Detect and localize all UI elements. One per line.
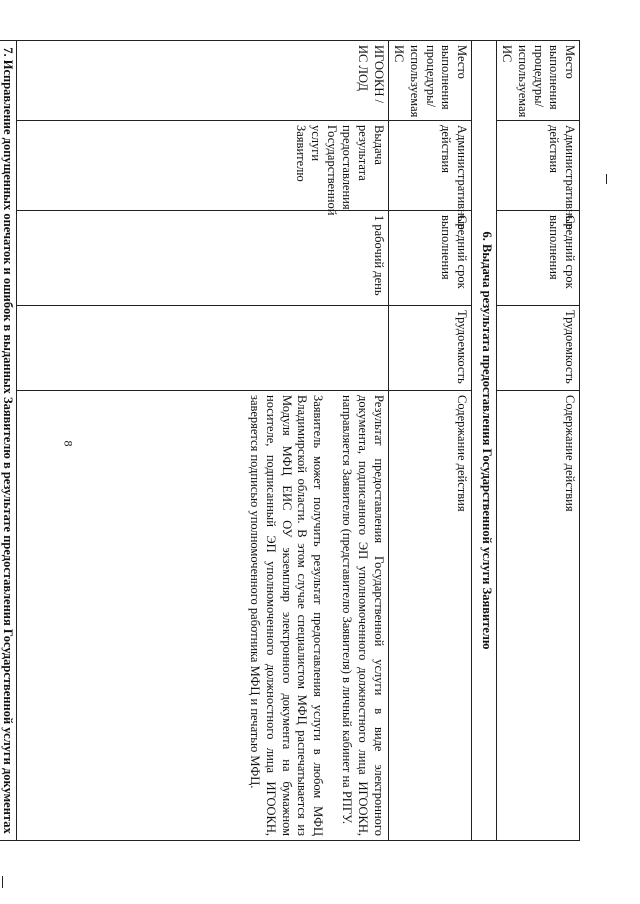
section-row [471, 41, 496, 841]
term-cell: 1 рабочий день [16, 211, 388, 306]
content-paragraph: Заявитель может получить результат предоставления услуги в любом МФЦ Владимирской области. В этом случае специалистом МФЦ распечатывается из Модуля МФЦ ЕИС ОУ экземпляр электронного документа на бумажном носителе, подписанный ЭП уполномоченного должностного лица ИГООКН, заверяется подписью уполномоченного работника МФЦ и печатью МФЦ. [248, 395, 325, 836]
section-7-title: 7. Исправление допущенных опечаток и ошибок в выданных Заявителю в результате предоставления Государственной услуги документах [0, 41, 16, 841]
labor-cell [16, 306, 388, 391]
column-header: Средний срок выполнения [388, 211, 471, 306]
table-row [16, 41, 388, 841]
table-subheader-row [388, 41, 471, 841]
margin-mark [2, 876, 3, 888]
margin-mark [606, 174, 607, 184]
column-header: Средний срок выполнения [496, 211, 579, 306]
column-header: Трудоемкость [388, 306, 471, 391]
section-row [0, 41, 16, 841]
action-cell: Выдача результата предоставления Государственной услуги Заявителю [16, 121, 388, 211]
procedure-table [0, 40, 580, 841]
column-header: Трудоемкость [496, 306, 579, 391]
column-header: Административные действия [388, 121, 471, 211]
content-paragraph: Результат предоставления Государственной услуги в виде электронного документа, подписанного ЭП уполномоченного должностного лица ИГООКН, направляется Заявителю (представителю Заявителя) в личный кабинет на РПГУ. [340, 395, 386, 836]
column-header: Административные действия [496, 121, 579, 211]
column-header: Содержание действия [496, 391, 579, 841]
content-cell [16, 391, 388, 841]
column-header: Содержание действия [388, 391, 471, 841]
table-header-row [496, 41, 579, 841]
place-cell: ИГООКН /ИС ЛОД [16, 41, 388, 121]
column-header: Место выполнения процедуры/используемая ИС [496, 41, 579, 121]
rotated-document-sheet [0, 40, 580, 840]
section-6-title: 6. Выдача результата предоставления Государственной услуги Заявителю [471, 41, 496, 841]
page-number: 8 [61, 440, 76, 447]
column-header: Место выполнения процедуры/используемая ИС [388, 41, 471, 121]
